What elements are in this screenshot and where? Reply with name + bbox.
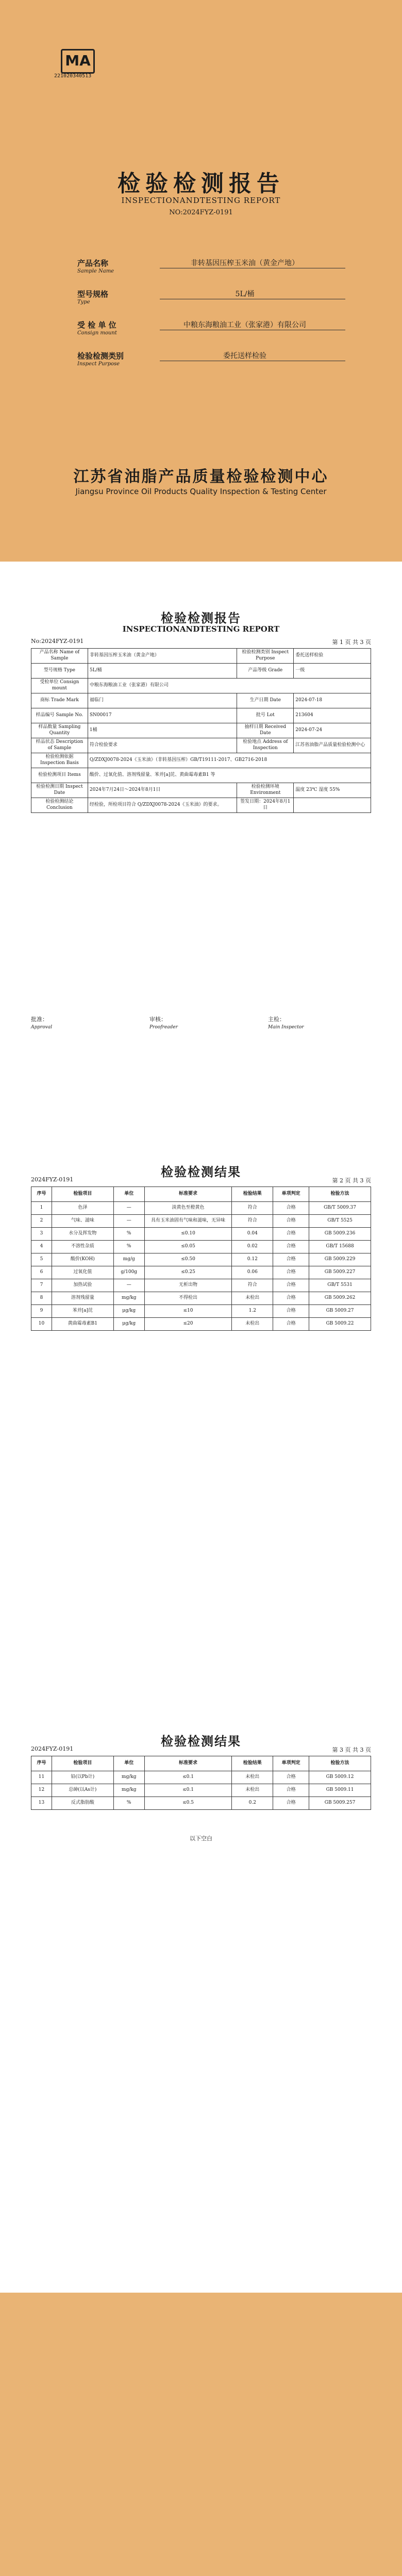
- results-cell: 6: [31, 1266, 52, 1279]
- summary-label-cell: 检验检测环境 Environment: [237, 783, 294, 798]
- results-cell: ≤0.05: [144, 1241, 232, 1253]
- results-cell: 未检出: [232, 1784, 273, 1797]
- cover-organization-en: Jiangsu Province Oil Products Quality Inspection & Testing Center: [75, 487, 327, 496]
- summary-row: [31, 679, 371, 693]
- results-cell: 铅(以Pb计): [52, 1771, 113, 1784]
- results-cell: 0.06: [232, 1266, 273, 1279]
- report-title: 检验检测报告: [118, 171, 284, 197]
- table-row: [31, 1292, 371, 1305]
- summary-label-cell: 检验检测依据 Inspection Basis: [31, 753, 88, 768]
- summary-value-cell: [294, 798, 371, 813]
- results-cell: 苯并[a]芘: [52, 1305, 113, 1318]
- summary-label-cell: 型号规格 Type: [31, 664, 88, 679]
- end-note: 以下空白: [190, 1835, 212, 1842]
- results-cell: 具有玉米油固有气味和滋味，无异味: [144, 1215, 232, 1228]
- results-cell: ≤0.10: [144, 1228, 232, 1241]
- results-cell: 加热试验: [52, 1279, 113, 1292]
- results-cell: 3: [31, 1228, 52, 1241]
- summary-row: [31, 708, 371, 723]
- results-cell: 9: [31, 1305, 52, 1318]
- table-row: [31, 1784, 371, 1797]
- table-row: [31, 1771, 371, 1784]
- results-cell: GB 5009.11: [309, 1784, 371, 1797]
- ma-number: 221020340513: [54, 73, 92, 79]
- summary-value-cell: Q/ZDXJ0078-2024《玉米油》（非转基因压榨）GB/T19111-2017、GB2716-2018: [88, 753, 371, 768]
- summary-value-cell: 江苏省油脂产品质量检验检测中心: [294, 738, 371, 753]
- results-cell: GB 5009.12: [309, 1771, 371, 1784]
- results-cell: mg/kg: [113, 1784, 144, 1797]
- results-header-cell: 单位: [113, 1187, 144, 1202]
- results-table-1: [31, 1187, 371, 1331]
- results-cell: 12: [31, 1784, 52, 1797]
- results-header-cell: 检验方法: [309, 1756, 371, 1771]
- results-cell: GB 5009.257: [309, 1797, 371, 1810]
- summary-label-cell: 检验检测日期 Inspect Date: [31, 783, 88, 798]
- summary-row: [31, 693, 371, 708]
- results-cell: ≤10: [144, 1305, 232, 1318]
- summary-label-cell: 样品状态 Description of Sample: [31, 738, 88, 753]
- summary-title: 检验检测报告: [161, 611, 241, 625]
- summary-table: [31, 648, 371, 813]
- results-cell: 过氧化值: [52, 1266, 113, 1279]
- results-cell: ≤0.25: [144, 1266, 232, 1279]
- summary-value-cell: 1桶: [88, 723, 237, 738]
- results-cell: 合格: [273, 1318, 309, 1331]
- results-cell: 合格: [273, 1797, 309, 1810]
- results-cell: 合格: [273, 1305, 309, 1318]
- results-cell: μg/kg: [113, 1305, 144, 1318]
- results-cell: 不溶性杂质: [52, 1241, 113, 1253]
- table-row: [31, 1253, 371, 1266]
- summary-label-cell: 商标 Trade Mark: [31, 693, 88, 708]
- results-cell: GB 5009.227: [309, 1266, 371, 1279]
- results-cell: 色泽: [52, 1202, 113, 1215]
- table-row: [31, 1279, 371, 1292]
- results-cell: 5: [31, 1253, 52, 1266]
- summary-label-cell: 签发日期：2024年8月1日: [237, 798, 294, 813]
- results-header-cell: 检验结果: [232, 1756, 273, 1771]
- summary-title-en: INSPECTIONANDTESTING REPORT: [122, 624, 280, 634]
- table-row: [31, 1318, 371, 1331]
- summary-row: [31, 768, 371, 783]
- results-cell: 0.2: [232, 1797, 273, 1810]
- results-cell: 13: [31, 1797, 52, 1810]
- results-cell: 合格: [273, 1241, 309, 1253]
- results-cell: GB 5009.262: [309, 1292, 371, 1305]
- results-cell: 11: [31, 1771, 52, 1784]
- results-header-cell: 序号: [31, 1756, 52, 1771]
- summary-label-cell: 检验检测项目 Items: [31, 768, 88, 783]
- results-cell: 总砷(以As计): [52, 1784, 113, 1797]
- summary-value-cell: 温度 23℃ 湿度 55%: [294, 783, 371, 798]
- results-cell: 合格: [273, 1266, 309, 1279]
- summary-row: [31, 753, 371, 768]
- results-cell: —: [113, 1202, 144, 1215]
- results-cell: 合格: [273, 1279, 309, 1292]
- report-summary-page: [0, 562, 402, 1121]
- summary-page-info: 第 1 页 共 3 页: [332, 639, 371, 646]
- cover-page: [0, 0, 402, 562]
- table-row: [31, 1202, 371, 1215]
- summary-value-cell: 2024-07-24: [294, 723, 371, 738]
- summary-value-cell: 213604: [294, 708, 371, 723]
- results-header-cell: 单项判定: [273, 1756, 309, 1771]
- results-cell: 7: [31, 1279, 52, 1292]
- review-signature: 审核： Proofreader: [149, 1016, 178, 1030]
- table-row: [31, 1266, 371, 1279]
- results-cell: 8: [31, 1292, 52, 1305]
- results-cell: 0.12: [232, 1253, 273, 1266]
- results-cell: 不得检出: [144, 1292, 232, 1305]
- results-cell: mg/kg: [113, 1771, 144, 1784]
- summary-value-cell: 一级: [294, 664, 371, 679]
- results-header-cell: 单位: [113, 1756, 144, 1771]
- summary-value-cell: 酸价、过氧化值、溶剂残留量、苯并[a]芘、黄曲霉毒素B1 等: [88, 768, 371, 783]
- ma-logo: MA: [61, 49, 95, 74]
- table-row: [31, 1797, 371, 1810]
- results-cell: GB/T 15688: [309, 1241, 371, 1253]
- results-cell: 合格: [273, 1771, 309, 1784]
- results-table-2: [31, 1756, 371, 1810]
- results-cell: 气味、滋味: [52, 1215, 113, 1228]
- summary-row: [31, 664, 371, 679]
- summary-label-cell: 产品名称 Name of Sample: [31, 649, 88, 664]
- approval-signature: 批准： Approval: [31, 1016, 53, 1030]
- results-cell: mg/g: [113, 1253, 144, 1266]
- summary-value-cell: 2024年7月24日～2024年8月1日: [88, 783, 237, 798]
- results-cell: 淡黄色至橙黄色: [144, 1202, 232, 1215]
- results-header-cell: 检验方法: [309, 1187, 371, 1202]
- summary-label-cell: 批号 Lot: [237, 708, 294, 723]
- summary-label-cell: 样品数量 Sampling Quantity: [31, 723, 88, 738]
- results-page-1: [0, 1131, 402, 1690]
- results-cell: 未检出: [232, 1292, 273, 1305]
- results-header-cell: 标准要求: [144, 1187, 232, 1202]
- cover-field-consignor: 受 检 单 位 Consign mount 中粮东海粮油工业（张家港）有限公司: [77, 319, 149, 336]
- results-cell: %: [113, 1228, 144, 1241]
- results-cell: 符合: [232, 1202, 273, 1215]
- summary-label-cell: 产品等级 Grade: [237, 664, 294, 679]
- summary-row: [31, 798, 371, 813]
- results-report-number-2: 2024FYZ-0191: [31, 1745, 74, 1752]
- cover-field-type: 型号规格 Type 5L/桶: [77, 289, 149, 306]
- table-row: [31, 1228, 371, 1241]
- results-cell: GB/T 5525: [309, 1215, 371, 1228]
- summary-label-cell: 检验检测类别 Inspect Purpose: [237, 649, 294, 664]
- summary-label-cell: 受检单位 Consign mount: [31, 679, 88, 693]
- summary-value-cell: SN00017: [88, 708, 237, 723]
- table-row: [31, 1241, 371, 1253]
- results-cell: 黄曲霉毒素B1: [52, 1318, 113, 1331]
- results-cell: 1.2: [232, 1305, 273, 1318]
- results-cell: —: [113, 1279, 144, 1292]
- results-cell: GB/T 5531: [309, 1279, 371, 1292]
- results-cell: 合格: [273, 1292, 309, 1305]
- summary-value-cell: 委托送样检验: [294, 649, 371, 664]
- summary-value-cell: 经检验，所检项目符合 Q/ZDXJ0078-2024《玉米油》的要求。: [88, 798, 237, 813]
- summary-value-cell: 福临门: [88, 693, 237, 708]
- results-cell: 合格: [273, 1784, 309, 1797]
- results-cell: 1: [31, 1202, 52, 1215]
- cover-organization: 江苏省油脂产品质量检验检测中心: [73, 468, 329, 486]
- results-page-info-2: 第 3 页 共 3 页: [332, 1747, 371, 1753]
- results-cell: 0.04: [232, 1228, 273, 1241]
- results-header-cell: 检验项目: [52, 1756, 113, 1771]
- summary-label-cell: 生产日期 Date: [237, 693, 294, 708]
- results-cell: 未检出: [232, 1318, 273, 1331]
- summary-row: [31, 723, 371, 738]
- results-cell: 合格: [273, 1202, 309, 1215]
- results-cell: 合格: [273, 1253, 309, 1266]
- summary-label-cell: 检验检测结论 Conclusion: [31, 798, 88, 813]
- results-header-cell: 序号: [31, 1187, 52, 1202]
- results-cell: 符合: [232, 1279, 273, 1292]
- results-cell: %: [113, 1241, 144, 1253]
- results-header-cell: 标准要求: [144, 1756, 232, 1771]
- results-title-2: 检验检测结果: [161, 1734, 241, 1749]
- results-cell: 反式脂肪酸: [52, 1797, 113, 1810]
- summary-row: [31, 649, 371, 664]
- results-header-cell: 检验项目: [52, 1187, 113, 1202]
- table-row: [31, 1215, 371, 1228]
- summary-label-cell: 抽样日期 Received Date: [237, 723, 294, 738]
- results-cell: 合格: [273, 1215, 309, 1228]
- summary-label-cell: 检验地点 Address of Inspection: [237, 738, 294, 753]
- results-cell: 酸价(KOH): [52, 1253, 113, 1266]
- table-row: [31, 1305, 371, 1318]
- results-cell: 水分及挥发物: [52, 1228, 113, 1241]
- results-page-info-1: 第 2 页 共 3 页: [332, 1177, 371, 1184]
- cover-field-purpose: 检验检测类别 Inspect Purpose 委托送样检验: [77, 350, 149, 367]
- results-cell: 2: [31, 1215, 52, 1228]
- summary-value-cell: 符合检验要求: [88, 738, 237, 753]
- summary-row: [31, 738, 371, 753]
- results-cell: g/100g: [113, 1266, 144, 1279]
- results-cell: 0.02: [232, 1241, 273, 1253]
- results-cell: ≤0.50: [144, 1253, 232, 1266]
- results-cell: ≤0.1: [144, 1771, 232, 1784]
- summary-value-cell: 非转基因压榨玉米油（黄金产地）: [88, 649, 237, 664]
- results-report-number-1: 2024FYZ-0191: [31, 1176, 74, 1183]
- summary-label-cell: 样品编号 Sample No.: [31, 708, 88, 723]
- results-cell: 10: [31, 1318, 52, 1331]
- results-header-cell: 检验结果: [232, 1187, 273, 1202]
- results-cell: GB/T 5009.37: [309, 1202, 371, 1215]
- results-cell: GB 5009.236: [309, 1228, 371, 1241]
- results-cell: μg/kg: [113, 1318, 144, 1331]
- results-cell: GB 5009.229: [309, 1253, 371, 1266]
- main-inspector-signature: 主检： Main Inspector: [268, 1016, 304, 1030]
- results-cell: —: [113, 1215, 144, 1228]
- summary-value-cell: 2024-07-18: [294, 693, 371, 708]
- results-cell: 符合: [232, 1215, 273, 1228]
- summary-row: [31, 783, 371, 798]
- results-cell: 4: [31, 1241, 52, 1253]
- cover-field-sample-name: 产品名称 Sample Name 非转基因压榨玉米油（黄金产地）: [77, 258, 149, 275]
- results-cell: 溶剂残留量: [52, 1292, 113, 1305]
- results-cell: 未检出: [232, 1771, 273, 1784]
- results-cell: 无析出物: [144, 1279, 232, 1292]
- summary-report-number: No:2024FYZ-0191: [31, 638, 84, 645]
- report-title-en: INSPECTIONANDTESTING REPORT: [121, 196, 281, 205]
- results-cell: mg/kg: [113, 1292, 144, 1305]
- results-cell: GB 5009.22: [309, 1318, 371, 1331]
- back-page: [0, 2293, 402, 2576]
- results-cell: 合格: [273, 1228, 309, 1241]
- summary-value-cell: 5L/桶: [88, 664, 237, 679]
- results-cell: %: [113, 1797, 144, 1810]
- report-number: NO:2024FYZ-0191: [169, 209, 233, 216]
- results-cell: ≤0.1: [144, 1784, 232, 1797]
- summary-value-cell: 中粮东海粮油工业（张家港）有限公司: [88, 679, 371, 693]
- results-cell: ≤20: [144, 1318, 232, 1331]
- results-header-cell: 单项判定: [273, 1187, 309, 1202]
- results-cell: ≤0.5: [144, 1797, 232, 1810]
- results-cell: GB 5009.27: [309, 1305, 371, 1318]
- results-title-1: 检验检测结果: [161, 1164, 241, 1179]
- results-page-2: [0, 1700, 402, 2290]
